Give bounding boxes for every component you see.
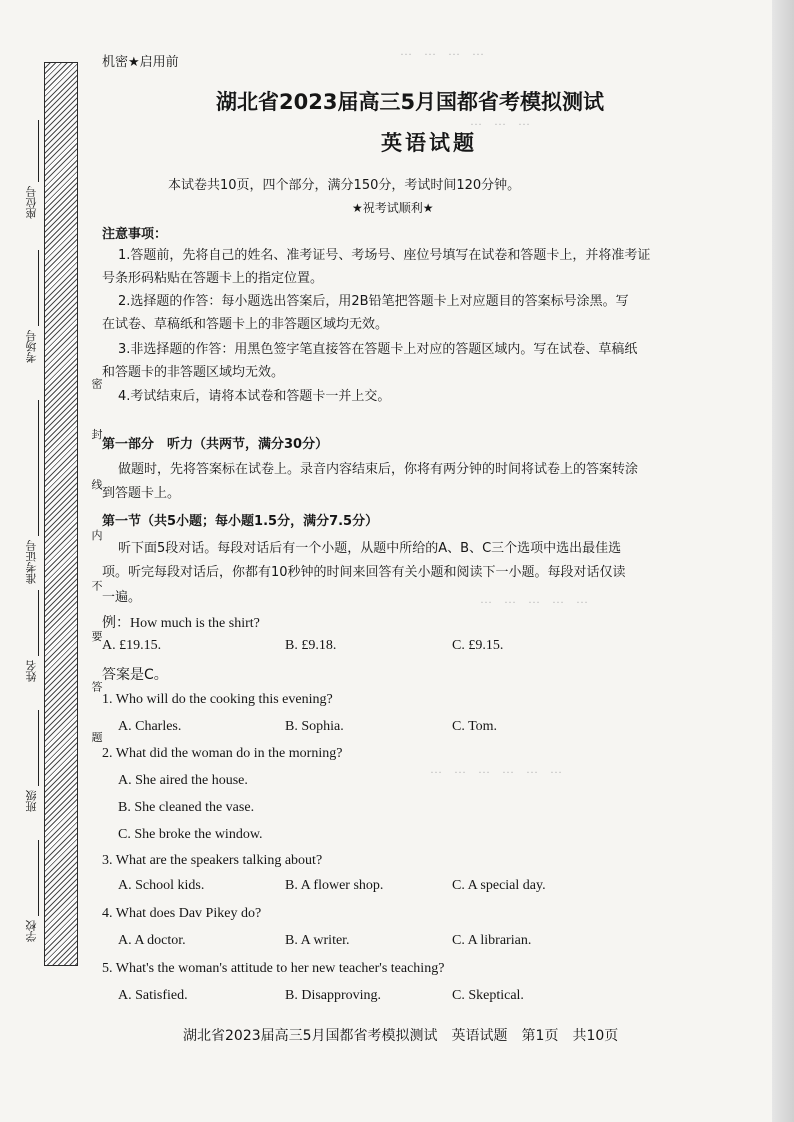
question-5-option-b: B. Disapproving. <box>285 988 382 1003</box>
question-3: 3. What are the speakers talking about? <box>102 853 323 868</box>
exam-info: 本试卷共10页，四个部分，满分150分，考试时间120分钟。 <box>168 178 521 193</box>
note-3-line-2: 和答题卡的非答题区域均无效。 <box>102 365 285 380</box>
bleed-through-text: … … … … <box>400 44 485 58</box>
admission-label: 准考证号 <box>25 540 38 584</box>
example-option-b: B. £9.18. <box>285 638 337 653</box>
question-2-option-c: C. She broke the window. <box>118 827 263 842</box>
notes-heading: 注意事项： <box>102 227 168 242</box>
bleed-through-text: … … … … … … <box>430 762 563 776</box>
page-footer: 湖北省2023届高三5月国都省考模拟测试 英语试题 第1页 共10页 <box>183 1028 619 1044</box>
note-3-line-1: 3.非选择题的作答：用黑色签字笔直接答在答题卡上对应的答题区域内。写在试卷、草稿纸 <box>118 342 638 357</box>
good-luck: ★祝考试顺利★ <box>352 201 434 215</box>
room-label: 考场号 <box>25 330 38 363</box>
note-2-line-2: 在试卷、草稿纸和答题卡上的非答题区域均无效。 <box>102 317 389 332</box>
part1-heading: 第一部分 听力（共两节，满分30分） <box>102 437 329 452</box>
question-4-option-c: C. A librarian. <box>452 933 532 948</box>
question-4-option-b: B. A writer. <box>285 933 350 948</box>
note-2-line-1: 2.选择题的作答：每小题选出答案后，用2B铅笔把答题卡上对应题目的答案标号涂黑。写 <box>118 294 629 309</box>
exam-title: 湖北省2023届高三5月国都省考模拟测试 <box>216 90 605 114</box>
question-1-option-c: C. Tom. <box>452 719 498 734</box>
name-fill-line <box>38 590 39 656</box>
subject-title: 英语试题 <box>381 131 477 155</box>
name-label: 姓名 <box>25 660 38 682</box>
question-4: 4. What does Dav Pikey do? <box>102 906 262 921</box>
question-4-option-a: A. A doctor. <box>118 933 186 948</box>
question-5: 5. What's the woman's attitude to her new teacher's teaching? <box>102 961 445 976</box>
question-3-option-c: C. A special day. <box>452 878 546 893</box>
question-3-option-b: B. A flower shop. <box>285 878 384 893</box>
section1-line-3: 一遍。 <box>102 590 142 605</box>
note-4: 4.考试结束后，请将本试卷和答题卡一并上交。 <box>118 389 391 404</box>
question-2: 2. What did the woman do in the morning? <box>102 746 343 761</box>
school-fill-line <box>38 840 39 916</box>
question-1-option-a: A. Charles. <box>118 719 182 734</box>
binding-strip <box>44 62 78 966</box>
question-5-option-c: C. Skeptical. <box>452 988 524 1003</box>
question-1-option-b: B. Sophia. <box>285 719 344 734</box>
bleed-through-text: … … … <box>470 114 531 128</box>
question-3-option-a: A. School kids. <box>118 878 205 893</box>
note-1-line-2: 号条形码粘贴在答题卡上的指定位置。 <box>102 271 324 286</box>
school-label: 学校 <box>25 920 38 942</box>
question-5-option-a: A. Satisfied. <box>118 988 188 1003</box>
class-label: 班级 <box>25 790 38 812</box>
part1-intro-line-1: 做题时，先将答案标在试卷上。录音内容结束后，你将有两分钟的时间将试卷上的答案转涂 <box>118 462 639 477</box>
section1-line-2: 项。听完每段对话后，你都有10秒钟的时间来回答有关小题和阅读下一小题。每段对话仅读 <box>102 565 626 580</box>
part1-intro-line-2: 到答题卡上。 <box>102 486 181 501</box>
admission-fill-line <box>38 400 39 536</box>
confidential-mark: 机密★启用前 <box>102 55 179 70</box>
example-question: 例：How much is the shirt? <box>102 616 260 631</box>
question-1: 1. Who will do the cooking this evening? <box>102 692 333 707</box>
section1-heading: 第一节（共5小题；每小题1.5分，满分7.5分） <box>102 514 379 529</box>
note-1-line-1: 1.答题前，先将自己的姓名、准考证号、考场号、座位号填写在试卷和答题卡上，并将准考证 <box>118 248 651 263</box>
example-answer: 答案是C。 <box>102 667 168 683</box>
seat-fill-line <box>38 120 39 182</box>
page-edge-shadow <box>772 0 794 1122</box>
room-fill-line <box>38 250 39 326</box>
seat-label: 座位号 <box>25 186 38 219</box>
class-fill-line <box>38 710 39 786</box>
example-option-c: C. £9.15. <box>452 638 504 653</box>
example-option-a: A. £19.15. <box>102 638 162 653</box>
bleed-through-text: … … … … … <box>480 592 589 606</box>
seal-line-text: 密 封 线 内 不 要 答 题 <box>90 378 103 761</box>
question-2-option-a: A. She aired the house. <box>118 773 248 788</box>
question-2-option-b: B. She cleaned the vase. <box>118 800 255 815</box>
section1-line-1: 听下面5段对话。每段对话后有一个小题，从题中所给的A、B、C三个选项中选出最佳选 <box>118 541 622 556</box>
